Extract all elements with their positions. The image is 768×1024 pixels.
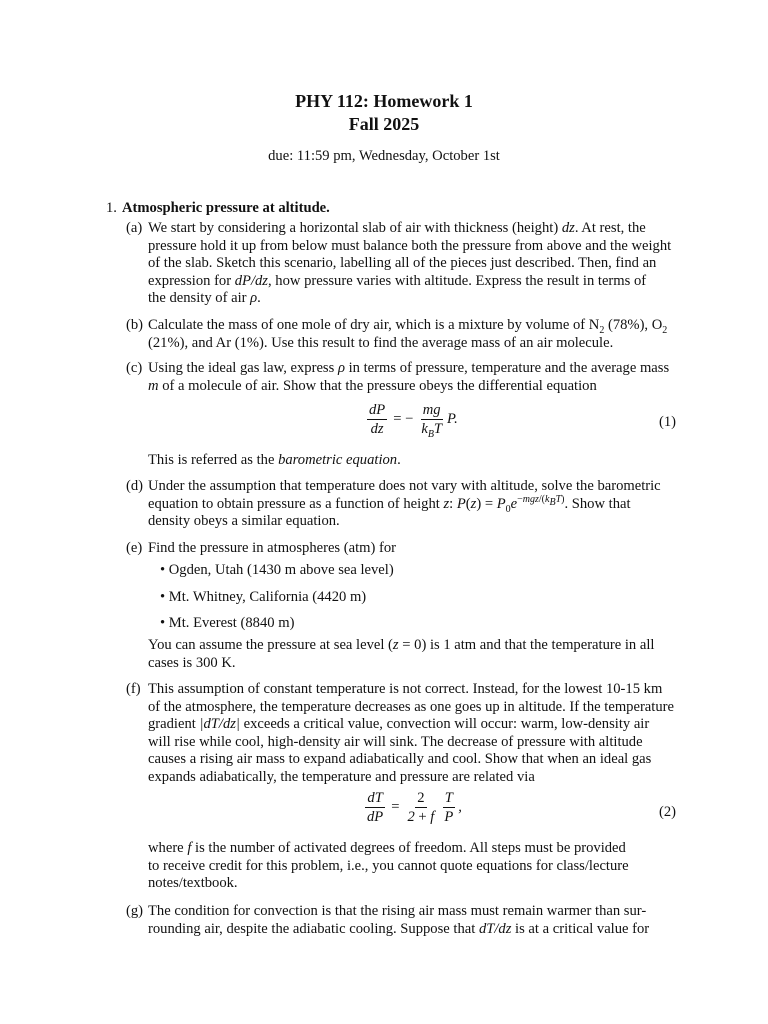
part-f-after-line2: to receive credit for this problem, i.e., you cannot quote equations for class/lecture — [148, 857, 629, 874]
part-c-after-text: This is referred as the — [148, 452, 279, 468]
equation-number-2: (2) — [659, 804, 677, 820]
location-tail: ) — [361, 589, 367, 605]
location-item: • Mt. Everest (8840 m) — [160, 615, 295, 631]
part-f-line2: of the atmosphere, the temperature decreases as one goes up in altitude. If the temperature — [148, 698, 674, 715]
part-a-line1: We start by considering a horizontal slab of air with thickness (height) — [148, 220, 562, 236]
part-f-text: This assumption of constant temperature is not correct. Instead, for the lowest 10-15 km of the atmosphere, the temperature decreases as one goes up in altitude. If the temperature gradient |dT/dz| exceeds a critical value, convection will occur: warm, low-density air will rise while cool, high-density air will sink. The decrease of pressure with altitude causes a rising air mass to expand adiabatically and cool. Show that when an ideal gas expands adiabatically, the temperature and pressure are related via — [148, 681, 678, 786]
part-d-line2-end: . Show that — [564, 495, 631, 512]
location-name: Ogden, Utah ( — [168, 562, 252, 578]
part-c-after — [148, 452, 678, 470]
part-g-text: The condition for convection is that the rising air mass must remain warmer than sur- rounding air, despite the adiabatic cooling. Suppose that dT/dz is at a critical value for — [148, 903, 678, 938]
part-e-note-line2-end: . — [231, 654, 236, 671]
part-c-line1-end: in terms of pressure, temperature and the average mass — [344, 360, 670, 376]
part-a-line4: expression for — [148, 272, 235, 289]
due-date: due: 11:59 pm, Wednesday, October 1st — [268, 148, 500, 164]
part-e-note: You can assume the pressure at sea level (z = 0) is 1 atm and that the temperature in all cases is 300 K. — [148, 637, 655, 671]
part-g-line2: rounding air, despite the adiabatic cooling. Suppose that — [148, 920, 479, 937]
part-a-label: (a) — [126, 220, 143, 236]
part-b-line2: (21%), and Ar (1%). Use this result to find the average mass of an air molecule. — [148, 334, 614, 351]
part-f-line1: This assumption of constant temperature is not correct. Instead, for the lowest 10-15 km — [148, 681, 663, 697]
part-c-text: Using the ideal gas law, express ρ in terms of pressure, temperature and the average mass m of a molecule of air. Show that the pressure obeys the differential equation — [148, 360, 670, 394]
part-d-line2: equation to obtain pressure as a function of height — [148, 495, 444, 512]
part-c-line1: Using the ideal gas law, express — [148, 360, 338, 376]
part-b-label: (b) — [126, 317, 144, 333]
adiabatic-equation: $\frac{dT}{dP}$ = $\frac{2}{2 + f}$ $\frac{T}{P}$ , — [367, 790, 462, 825]
term-subtitle: Fall 2025 — [348, 114, 420, 134]
part-g-line2-end: is at a critical value for — [511, 920, 650, 937]
location-name: Mt. Everest ( — [168, 615, 246, 631]
location-altitude: 8840 m — [245, 615, 290, 631]
problem-title: Atmospheric pressure at altitude. — [122, 200, 330, 216]
part-a-line3: of the slab. Sketch this scenario, labelling all of the pieces just described. Then, find an — [148, 255, 657, 271]
part-e-note-line1-end: ) is 1 atm and that the temperature in all — [421, 637, 655, 653]
location-name: Mt. Whitney, California ( — [168, 589, 318, 605]
location-tail: above sea level) — [296, 562, 394, 578]
part-f-after: where f is the number of activated degrees of freedom. All steps must be provided to receive credit for this problem, i.e., you cannot quote equations for class/lecture notes/textbook. — [148, 840, 678, 893]
part-f-line5: causes a rising air mass to expand adiabatically and cool. Show that when an ideal gas — [148, 751, 652, 767]
part-e-label: (e) — [126, 540, 143, 556]
location-tail: ) — [289, 615, 295, 631]
part-b-line1-mid: (78%), O — [604, 317, 663, 333]
location-item: • Ogden, Utah (1430 m above sea level) — [160, 562, 394, 578]
part-d-line1: Under the assumption that temperature does not vary with altitude, solve the barometric — [148, 478, 661, 494]
part-g-label: (g) — [126, 903, 144, 919]
part-f-line3: gradient — [148, 716, 200, 732]
part-a-line5-end: . — [257, 290, 261, 306]
part-b-line1: Calculate the mass of one mole of dry air, which is a mixture by volume of N — [148, 317, 600, 333]
part-d-line3: density obeys a similar equation. — [148, 513, 340, 529]
location-item: • Mt. Whitney, California (4420 m) — [160, 589, 367, 605]
part-c-line2: of a molecule of air. Show that the pressure obeys the differential equation — [158, 377, 597, 394]
part-f-line3-end: exceeds a critical value, convection will occur: warm, low-density air — [239, 716, 650, 732]
part-b-text: Calculate the mass of one mole of dry air, which is a mixture by volume of $N_2$ (78%), $O_2$ (21%), and Ar (1%). Use this result to find the average mass of an air molecule. — [148, 317, 678, 352]
location-altitude: 1430 m — [251, 562, 297, 578]
part-g-line1: The condition for convection is that the rising air mass must remain warmer than sur- — [148, 903, 647, 919]
part-a-line4-end: , how pressure varies with altitude. Express the result in terms of — [267, 272, 647, 289]
part-c-label: (c) — [126, 360, 143, 376]
part-d-label: (d) — [126, 478, 144, 494]
barometric-equation-term: barometric equation — [278, 452, 398, 468]
part-f-label: (f) — [126, 681, 141, 697]
location-altitude: 4420 m — [317, 589, 362, 605]
part-e-note-line1: You can assume the pressure at sea level ( — [148, 637, 393, 653]
part-a-line2: pressure hold it up from below must balance both the pressure from above and the weight — [148, 237, 672, 254]
part-a-text: We start by considering a horizontal slab of air with thickness (height) dz. At rest, the pressure hold it up from below must balance both the pressure from above and the weight of the slab. Sketch this scenario, labelling all of the pieces just described. Then, find an expression for dP/dz, how pressure varies with altitude. Express the result in terms of the density of air ρ. — [148, 220, 678, 308]
part-f-after-line3: notes/textbook. — [148, 875, 238, 891]
part-e-note-line2: cases is — [148, 654, 196, 671]
part-f-line6: expands adiabatically, the temperature and pressure are related via — [148, 768, 535, 785]
temperature-value: 300 K — [195, 654, 232, 671]
part-f-line4: will rise while cool, high-density air will sink. The decrease of pressure with altitude — [148, 733, 643, 750]
barometric-equation: $\frac{dP}{dz}$ = − $\frac{mg}{k_BT}$ P. — [369, 402, 458, 440]
problem-number: 1. — [106, 200, 117, 216]
part-c-after-end: . — [397, 452, 401, 468]
part-f-after-line1: where — [148, 840, 188, 856]
part-a-line1-end: . At rest, the — [574, 220, 646, 236]
part-a-line5: the density of air — [148, 290, 251, 306]
part-e-intro: Find the pressure in atmospheres (atm) for — [148, 540, 397, 556]
part-d-text: Under the assumption that temperature does not vary with altitude, solve the barometric equation to obtain pressure as a function of height z: $P(z) = P_0e^{-mgz/(k_BT)}$. Show that density obeys a similar equation. — [148, 478, 678, 531]
equation-number-1: (1) — [659, 414, 677, 430]
page-title: PHY 112: Homework 1 — [295, 91, 473, 111]
part-f-after-line1-end: is the number of activated degrees of freedom. All steps must be provided — [191, 840, 626, 856]
